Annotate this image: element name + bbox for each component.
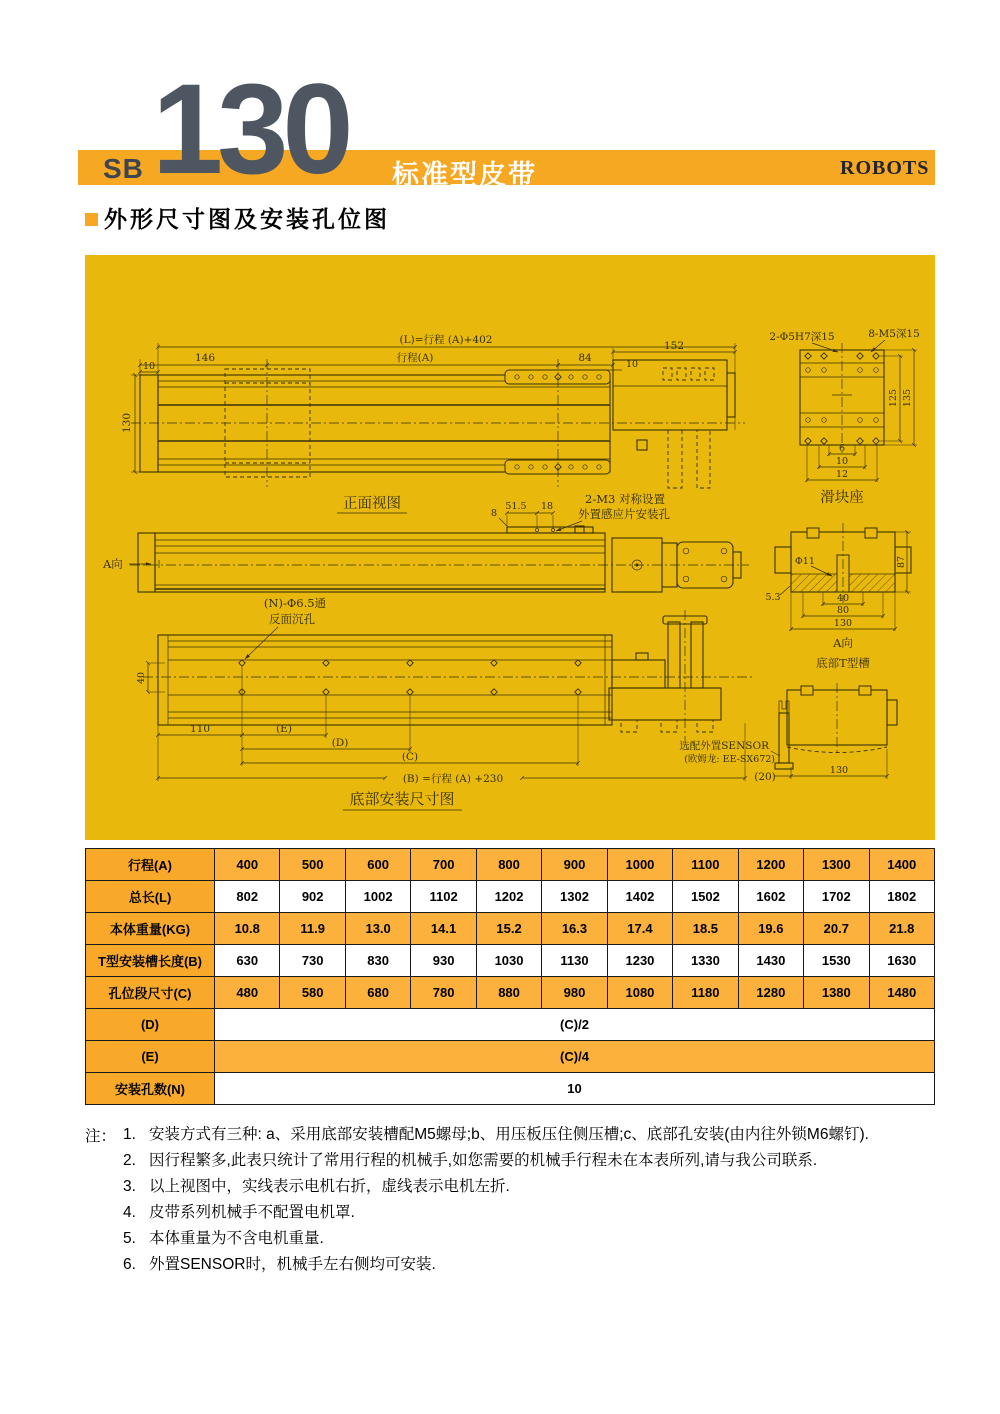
table-cell: 1030 xyxy=(476,945,541,977)
note-item xyxy=(123,1252,951,1278)
section-view xyxy=(765,523,911,670)
dim-label: 6 xyxy=(838,443,846,454)
dim-label: 146 xyxy=(194,352,216,364)
view-direction-label: A向 xyxy=(833,636,853,650)
dim-label: 行程(A) xyxy=(396,352,434,364)
dim-label: 130 xyxy=(829,765,849,776)
note-item xyxy=(123,1200,951,1226)
note-item xyxy=(123,1226,951,1252)
table-cell: 21.8 xyxy=(869,913,934,945)
view-title: 底部T型槽 xyxy=(816,656,870,670)
table-cell: 980 xyxy=(542,977,607,1009)
table-cell: 1280 xyxy=(738,977,803,1009)
table-cell: 500 xyxy=(280,849,345,881)
section-bullet-icon xyxy=(85,213,98,226)
table-row xyxy=(86,945,935,977)
table-cell: 1530 xyxy=(804,945,869,977)
table-cell: 802 xyxy=(215,881,280,913)
table-row-label: 孔位段尺寸(C) xyxy=(86,977,215,1009)
table-row-label: (D) xyxy=(86,1009,215,1041)
table-row xyxy=(86,1009,935,1041)
spec-table xyxy=(85,848,935,1105)
hole-callout: 2-M3 对称设置 xyxy=(585,492,665,506)
table-cell: 1802 xyxy=(869,881,934,913)
note-item xyxy=(123,1122,951,1148)
table-cell: 902 xyxy=(280,881,345,913)
note-number: 2. xyxy=(123,1152,136,1169)
dim-label: (L)=行程 (A)+402 xyxy=(399,334,493,346)
hole-callout: (N)-Φ6.5通 xyxy=(263,596,327,610)
table-row-label: 行程(A) xyxy=(86,849,215,881)
model-subtitle: 标准型皮带 xyxy=(392,160,537,190)
table-cell: 400 xyxy=(215,849,280,881)
sensor-view xyxy=(679,683,897,783)
dim-label: (C) xyxy=(401,751,419,763)
dim-label: 40 xyxy=(836,593,850,604)
table-cell: 10 xyxy=(215,1073,935,1105)
table-row xyxy=(86,913,935,945)
technical-drawing xyxy=(85,255,935,840)
table-cell: 15.2 xyxy=(476,913,541,945)
dim-label: 135 xyxy=(902,388,913,408)
dim-label: 84 xyxy=(578,352,592,364)
table-cell: 1702 xyxy=(804,881,869,913)
table-cell: 1102 xyxy=(411,881,476,913)
view-title: 底部安装尺寸图 xyxy=(349,790,455,808)
table-cell: 16.3 xyxy=(542,913,607,945)
table-cell: 19.6 xyxy=(738,913,803,945)
table-cell: 1502 xyxy=(673,881,738,913)
table-row xyxy=(86,977,935,1009)
table-cell: 20.7 xyxy=(804,913,869,945)
notes-prefix: 注： xyxy=(85,1128,117,1145)
dim-label: 51.5 xyxy=(505,501,527,512)
table-cell: 1402 xyxy=(607,881,672,913)
table-cell: 930 xyxy=(411,945,476,977)
note-number: 1. xyxy=(123,1126,136,1143)
table-cell: 680 xyxy=(345,977,410,1009)
note-text: 因行程繁多,此表只统计了常用行程的机械手,如您需要的机械手行程未在本表所列,请与我公司联系. xyxy=(149,1152,818,1169)
dim-label: 125 xyxy=(888,388,899,408)
dim-label: 130 xyxy=(833,618,853,629)
table-cell: 800 xyxy=(476,849,541,881)
top-view xyxy=(102,492,749,592)
table-cell: 630 xyxy=(215,945,280,977)
table-cell: 11.9 xyxy=(280,913,345,945)
table-cell: 1002 xyxy=(345,881,410,913)
dim-label: 8 xyxy=(490,508,498,519)
dim-label: (E) xyxy=(276,723,292,735)
sensor-callout: 选配外置SENSOR xyxy=(679,740,769,752)
table-row-label: (E) xyxy=(86,1041,215,1073)
slider-seat-view xyxy=(769,328,919,506)
dim-label: 12 xyxy=(835,469,849,480)
note-number: 3. xyxy=(123,1178,136,1195)
view-direction-label: A向 xyxy=(103,557,123,571)
dim-label: 10 xyxy=(835,456,849,467)
table-row-label: 安装孔数(N) xyxy=(86,1073,215,1105)
table-cell: (C)/2 xyxy=(215,1009,935,1041)
table-cell: 480 xyxy=(215,977,280,1009)
sensor-callout: (欧姆龙: EE-SX672) xyxy=(684,754,775,765)
dim-label: (D) xyxy=(331,737,349,749)
table-cell: 780 xyxy=(411,977,476,1009)
table-cell: 1602 xyxy=(738,881,803,913)
dim-label: 110 xyxy=(189,723,211,735)
dim-label: 152 xyxy=(663,340,685,352)
table-cell: 600 xyxy=(345,849,410,881)
model-number: 130 xyxy=(152,58,348,201)
table-cell: 900 xyxy=(542,849,607,881)
table-cell: 17.4 xyxy=(607,913,672,945)
table-cell: 1300 xyxy=(804,849,869,881)
section-title: 外形尺寸图及安装孔位图 xyxy=(104,206,390,232)
dim-label: Φ11 xyxy=(795,556,815,567)
table-row-label: 本体重量(KG) xyxy=(86,913,215,945)
table-cell: 1080 xyxy=(607,977,672,1009)
table-cell: 880 xyxy=(476,977,541,1009)
dim-label: 87 xyxy=(896,555,907,569)
view-title: 滑块座 xyxy=(820,490,864,506)
dim-label: 40 xyxy=(136,671,147,685)
note-item xyxy=(123,1174,951,1200)
bottom-motor-end xyxy=(609,610,721,740)
note-number: 5. xyxy=(123,1230,136,1247)
front-view xyxy=(121,333,745,513)
view-title: 正面视图 xyxy=(343,496,401,512)
table-cell: 1302 xyxy=(542,881,607,913)
table-row xyxy=(86,881,935,913)
hole-callout: 2-Φ5H7深15 xyxy=(769,331,835,343)
dim-label: 130 xyxy=(121,412,133,434)
dim-label: 5.3 xyxy=(765,592,781,603)
bottom-view xyxy=(136,596,753,810)
table-row-label: 总长(L) xyxy=(86,881,215,913)
dim-label: (20) xyxy=(754,771,776,783)
table-cell: 10.8 xyxy=(215,913,280,945)
note-number: 4. xyxy=(123,1204,136,1221)
table-row xyxy=(86,1073,935,1105)
note-item xyxy=(123,1148,951,1174)
notes-section xyxy=(85,1122,951,1278)
table-cell: 1480 xyxy=(869,977,934,1009)
table-cell: 1180 xyxy=(673,977,738,1009)
note-text: 安装方式有三种: a、采用底部安装槽配M5螺母;b、用压板压住侧压槽;c、底部孔安装(由内往外锁M6螺钉). xyxy=(149,1126,869,1143)
table-cell: 1000 xyxy=(607,849,672,881)
table-cell: 830 xyxy=(345,945,410,977)
table-cell: (C)/4 xyxy=(215,1041,935,1073)
table-cell: 1400 xyxy=(869,849,934,881)
table-row-label: T型安装槽长度(B) xyxy=(86,945,215,977)
hole-callout: 外置感应片安装孔 xyxy=(578,507,670,521)
table-cell: 14.1 xyxy=(411,913,476,945)
note-text: 本体重量为不含电机重量. xyxy=(149,1230,324,1247)
table-cell: 18.5 xyxy=(673,913,738,945)
table-cell: 1200 xyxy=(738,849,803,881)
hole-callout: 8-M5深15 xyxy=(868,328,920,340)
note-text: 皮带系列机械手不配置电机罩. xyxy=(149,1204,355,1221)
table-row xyxy=(86,1041,935,1073)
table-cell: 1430 xyxy=(738,945,803,977)
dim-label: 10 xyxy=(626,359,639,370)
table-cell: 13.0 xyxy=(345,913,410,945)
table-cell: 580 xyxy=(280,977,345,1009)
note-text: 以上视图中，实线表示电机右折，虚线表示电机左折. xyxy=(149,1178,510,1195)
table-cell: 1330 xyxy=(673,945,738,977)
dim-label: 18 xyxy=(540,501,554,512)
note-text: 外置SENSOR时，机械手左右侧均可安装. xyxy=(149,1256,436,1273)
note-number: 6. xyxy=(123,1256,136,1273)
table-cell: 730 xyxy=(280,945,345,977)
dim-label: (B) =行程 (A) +230 xyxy=(402,773,504,785)
dim-label: 80 xyxy=(836,605,850,616)
hole-callout: 反面沉孔 xyxy=(269,612,315,626)
table-cell: 1630 xyxy=(869,945,934,977)
table-cell: 1380 xyxy=(804,977,869,1009)
table-cell: 1100 xyxy=(673,849,738,881)
drawing-panel xyxy=(85,255,935,840)
table-cell: 700 xyxy=(411,849,476,881)
table-row xyxy=(86,849,935,881)
series-label: SB xyxy=(103,153,144,184)
table-cell: 1130 xyxy=(542,945,607,977)
dim-label: 10 xyxy=(142,361,156,372)
table-cell: 1202 xyxy=(476,881,541,913)
brand-logo-text: ROBOTS xyxy=(840,157,930,179)
table-cell: 1230 xyxy=(607,945,672,977)
